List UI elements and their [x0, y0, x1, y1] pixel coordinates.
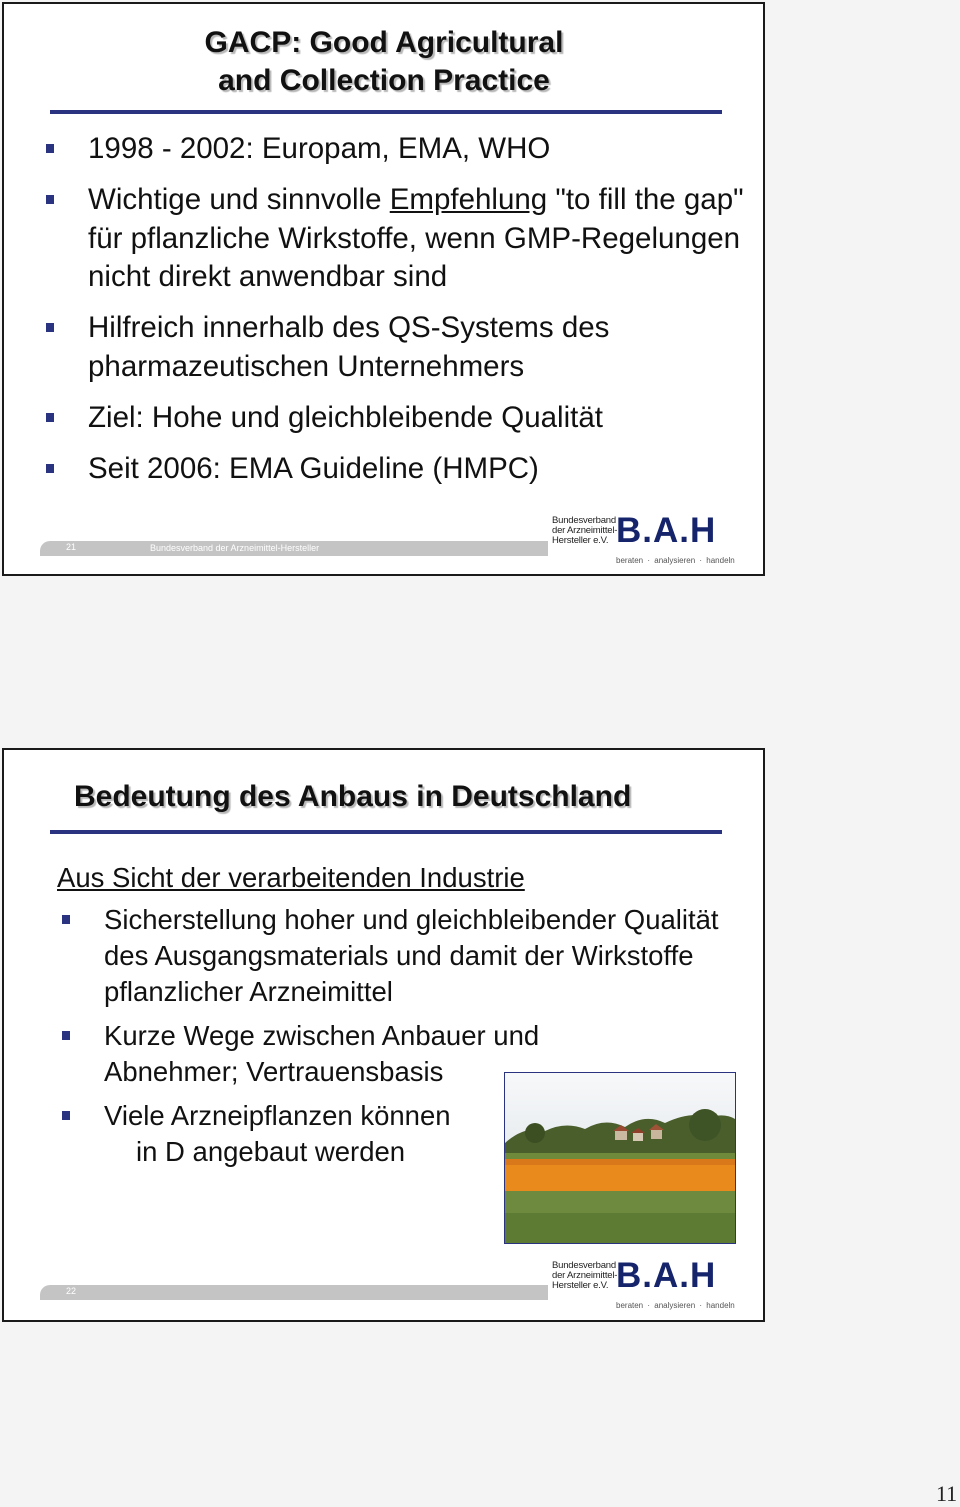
slide-number: 21 — [66, 542, 77, 552]
bullet-square-icon — [46, 464, 54, 473]
bullet-text: Ziel: Hohe und gleichbleibende Qualität — [88, 400, 603, 434]
logo-line: der Arzneimittel- — [552, 525, 618, 536]
bullet-list — [88, 130, 748, 501]
logo-wordmark: B.A.H — [616, 511, 717, 550]
section-intro: Aus Sicht der verarbeitenden Industrie — [57, 862, 525, 893]
logo-small-text — [552, 516, 617, 546]
logo-line: Bundesverband — [552, 515, 616, 526]
bullet-text: in D angebaut werden — [136, 1136, 406, 1167]
slide-title — [64, 24, 704, 100]
bullet-text: "to fill the gap" für pflanzliche Wirkstoffe, wenn GMP-Regelungen nicht direkt anwendbar sind — [88, 183, 744, 293]
logo-line: Hersteller e.V. — [552, 535, 609, 546]
footer-bar — [40, 1285, 548, 1300]
underlined-word: Empfehlung — [389, 183, 548, 216]
logo-line: der Arzneimittel- — [552, 1270, 618, 1281]
slide-title: Bedeutung des Anbaus in Deutschland — [74, 780, 632, 813]
bah-logo — [550, 1256, 750, 1310]
field-landscape-image — [505, 1073, 735, 1243]
bullet-text: Wichtige und sinnvolle — [88, 183, 390, 216]
logo-tagline: beraten · analysieren · handeln — [616, 556, 735, 565]
title-underline-rule — [50, 830, 722, 834]
footer-org-name: Bundesverband der Arzneimittel-Hersteller — [150, 543, 320, 553]
title-underline-rule — [50, 110, 722, 114]
bullet-item — [88, 399, 748, 438]
footer-bar — [40, 541, 548, 556]
bullet-square-icon — [46, 413, 54, 422]
bullet-square-icon — [46, 195, 54, 204]
bah-logo — [550, 511, 750, 565]
bullet-text: Kurze Wege zwischen Anbauer und Abnehmer; Vertrauensbasis — [104, 1020, 540, 1087]
slide-number: 22 — [66, 1286, 77, 1296]
document-page-number: 11 — [936, 1481, 958, 1506]
title-line-2: and Collection Practice — [218, 64, 550, 97]
bullet-item — [88, 309, 748, 386]
slide-22 — [2, 748, 765, 1322]
bullet-item — [88, 450, 748, 489]
bullet-item — [104, 902, 744, 1010]
bullet-square-icon — [62, 915, 70, 924]
logo-line: Hersteller e.V. — [552, 1280, 609, 1291]
bullet-text: 1998 - 2002: Europam, EMA, WHO — [88, 132, 551, 165]
bullet-text: Hilfreich innerhalb des QS-Systems des pharmazeutischen Unternehmers — [88, 311, 610, 383]
bullet-item — [88, 181, 748, 297]
bullet-square-icon — [62, 1031, 70, 1040]
bullet-item — [88, 130, 748, 169]
title-line-1: GACP: Good Agricultural — [204, 26, 564, 59]
bullet-text: Seit 2006: EMA Guideline (HMPC) — [88, 451, 539, 485]
bullet-text: Viele Arzneipflanzen können — [104, 1100, 451, 1131]
logo-small-text — [552, 1261, 617, 1291]
bullet-text: Sicherstellung hoher und gleichbleibender Qualität des Ausgangsmaterials und damit der Wirkstoffe pflanzlicher Arzneimittel — [104, 904, 719, 1007]
logo-line: Bundesverband — [552, 1260, 616, 1271]
bullet-square-icon — [46, 144, 54, 153]
logo-wordmark: B.A.H — [616, 1256, 717, 1295]
bullet-square-icon — [46, 323, 54, 332]
slide-21 — [2, 2, 765, 576]
bullet-square-icon — [62, 1111, 70, 1120]
field-photo — [504, 1072, 736, 1244]
logo-tagline: beraten · analysieren · handeln — [616, 1301, 735, 1310]
